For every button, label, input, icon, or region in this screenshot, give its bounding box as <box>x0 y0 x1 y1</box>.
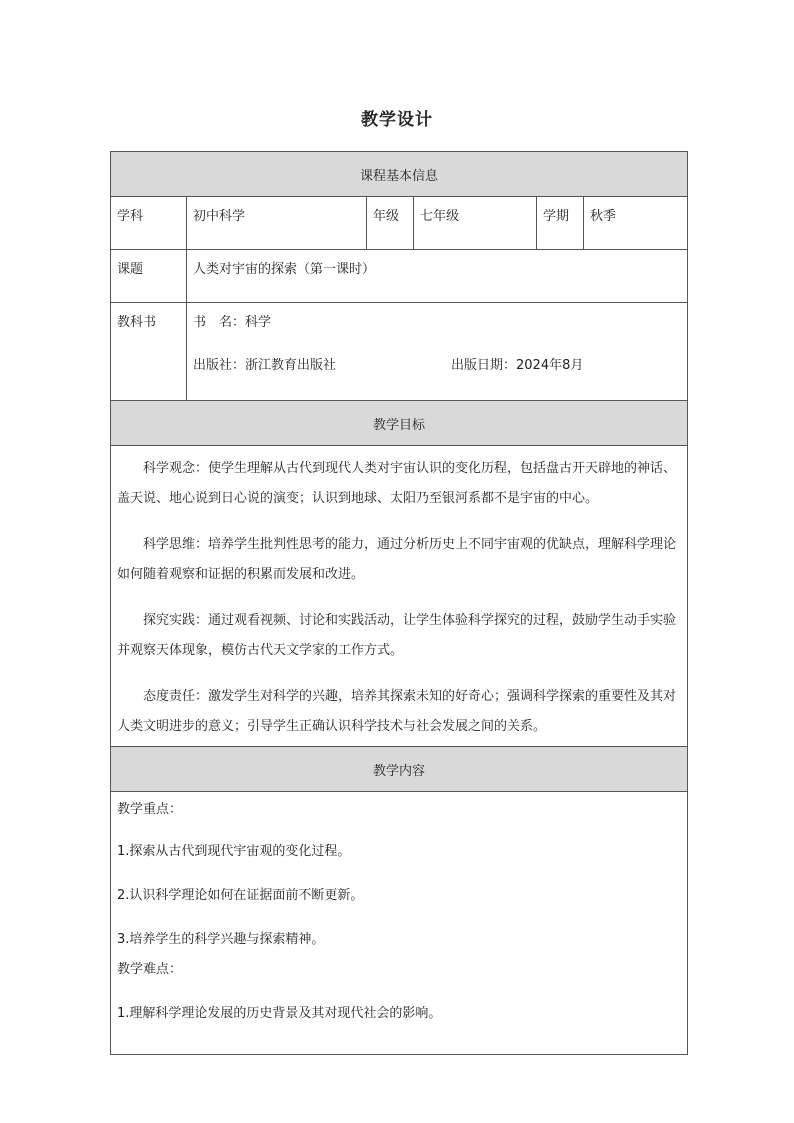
topic-label: 课题 <box>111 250 187 303</box>
goal-attitude-responsibility: 态度责任：激发学生对科学的兴趣，培养其探索未知的好奇心；强调科学探索的重要性及其对人类文明进步的意义；引导学生正确认识科学技术与社会发展之间的关系。 <box>117 689 677 734</box>
goals-cell <box>111 446 688 747</box>
key-points-title: 教学重点： <box>117 802 183 817</box>
goals-row <box>111 446 688 747</box>
lesson-plan-table <box>110 151 688 1055</box>
textbook-label: 教科书 <box>111 303 187 401</box>
section-teaching-content: 教学内容 <box>111 747 688 792</box>
topic-row <box>111 250 688 303</box>
textbook-info <box>187 303 688 401</box>
section-basic-info: 课程基本信息 <box>111 152 688 197</box>
topic-value: 人类对宇宙的探索（第一课时） <box>187 250 688 303</box>
term-label: 学期 <box>537 197 584 250</box>
section-teaching-goals: 教学目标 <box>111 401 688 446</box>
key-point-item: 3.培养学生的科学兴趣与探索精神。 <box>117 932 325 947</box>
document-title: 教学设计 <box>361 110 433 130</box>
subject-row <box>111 197 688 250</box>
textbook-row <box>111 303 688 401</box>
grade-value: 七年级 <box>414 197 537 250</box>
subject-label: 学科 <box>111 197 187 250</box>
goal-science-concept: 科学观念：使学生理解从古代到现代人类对宇宙认识的变化历程，包括盘古开天辟地的神话、盖天说、地心说到日心说的演变；认识到地球、太阳乃至银河系都不是宇宙的中心。 <box>117 461 677 506</box>
book-name: 书 名：科学 <box>193 315 272 330</box>
key-point-item: 1.探索从古代到现代宇宙观的变化过程。 <box>117 844 351 859</box>
grade-label: 年级 <box>367 197 414 250</box>
term-value: 秋季 <box>584 197 688 250</box>
goal-inquiry-practice: 探究实践：通过观看视频、讨论和实践活动，让学生体验科学探究的过程，鼓励学生动手实验并观察天体现象，模仿古代天文学家的工作方式。 <box>117 613 677 658</box>
subject-value: 初中科学 <box>187 197 367 250</box>
content-header-row <box>111 747 688 792</box>
difficulties-title: 教学难点： <box>117 962 183 977</box>
difficulty-item: 1.理解科学理论发展的历史背景及其对现代社会的影响。 <box>117 1006 442 1021</box>
goal-science-thinking: 科学思维：培养学生批判性思考的能力，通过分析历史上不同宇宙观的优缺点，理解科学理论如何随着观察和证据的积累而发展和改进。 <box>117 537 677 582</box>
content-cell <box>111 792 688 1055</box>
content-row <box>111 792 688 1055</box>
publisher: 出版社：浙江教育出版社 <box>193 358 337 373</box>
goals-header-row <box>111 401 688 446</box>
publish-date: 出版日期：2024年8月 <box>451 358 584 373</box>
key-point-item: 2.认识科学理论如何在证据面前不断更新。 <box>117 888 364 903</box>
basic-info-header-row <box>111 152 688 197</box>
